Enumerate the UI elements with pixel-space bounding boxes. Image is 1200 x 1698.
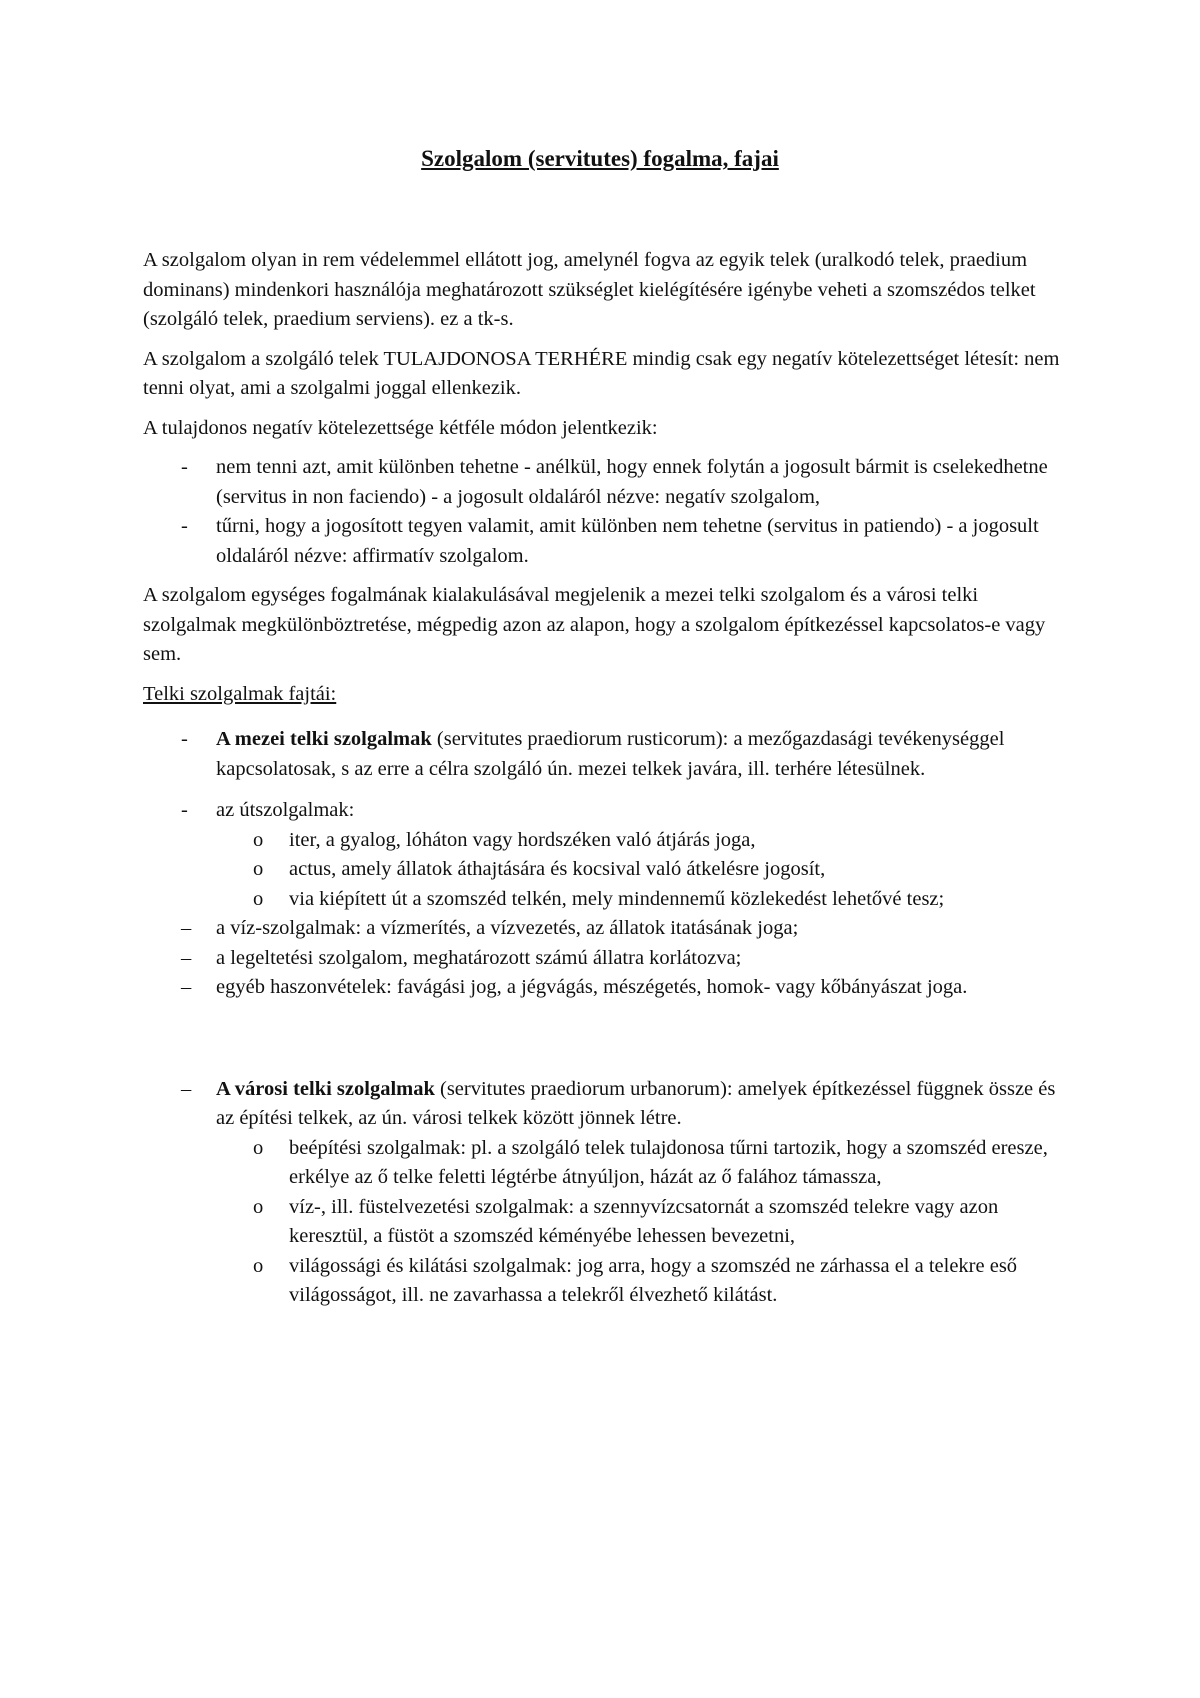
term-urban: A városi telki szolgalmak <box>216 1077 435 1100</box>
dash-marker: - <box>181 728 188 750</box>
endash-marker: – <box>181 976 192 998</box>
circle-marker: o <box>253 858 264 880</box>
page-title: Szolgalom (servitutes) fogalma, fajai <box>421 146 779 171</box>
paths-label: az útszolgalmak: <box>216 799 355 821</box>
urban-sublist <box>216 1134 1068 1311</box>
document-body <box>143 246 1068 1321</box>
dash-marker: - <box>181 456 188 478</box>
endash-marker: – <box>181 1077 192 1100</box>
circle-marker: o <box>253 1136 264 1159</box>
sublist-item-text: világossági és kilátási szolgalmak: jog arra, hogy a szomszéd ne zárhassa el a telekre eső világosságot, ill. ne zavarhassa a telekről élvezhető kilátást. <box>289 1254 1018 1306</box>
list-item <box>143 512 1068 571</box>
list-item <box>143 973 1068 1003</box>
sublist-item <box>216 1134 1068 1193</box>
sublist-item-text: iter, a gyalog, lóháton vagy hordszéken való átjárás joga, <box>289 828 756 851</box>
circle-marker: o <box>253 1195 264 1218</box>
list-item <box>143 453 1068 512</box>
list-item-text: a legeltetési szolgalom, meghatározott számú állatra korlátozva; <box>216 946 742 969</box>
endash-marker: – <box>181 946 192 969</box>
sublist-item-text: via kiépített út a szomszéd telkén, mely mindennemű közlekedést lehetővé tesz; <box>289 887 945 910</box>
list-item-text: a víz-szolgalmak: a vízmerítés, a vízvezetés, az állatok itatásának joga; <box>216 917 799 939</box>
sublist-item <box>216 826 1068 856</box>
list-item-rustic <box>143 725 1068 784</box>
endash-marker: – <box>181 917 192 939</box>
paragraph-negative-intro: A tulajdonos negatív kötelezettsége kétféle módon jelentkezik: <box>143 416 658 439</box>
paragraph-distinction: A szolgalom egységes fogalmának kialakulásával megjelenik a mezei telki szolgalom és a városi telki szolgalmak megkülönböztretése, mégpedig azon az alapon, hogy a szolgalom építkezéssel kapcsolatos-e vagy sem. <box>143 584 1046 665</box>
circle-marker: o <box>253 828 264 851</box>
paragraph-obligation: A szolgalom a szolgáló telek TULAJDONOSA TERHÉRE mindig csak egy negatív kötelezettséget létesít: nem tenni olyat, ami a szolgalmi joggal ellenkezik. <box>143 347 1060 399</box>
paragraph-definition: A szolgalom olyan in rem védelemmel ellátott jog, amelynél fogva az egyik telek (uralkodó telek, praedium dominans) mindenkori használója meghatározott szükséglet kielégítésére igénybe veheti a szomszédos telket (szolgáló telek, praedium serviens). ez a tk-s. <box>143 249 1036 330</box>
term-rustic: A mezei telki szolgalmak <box>216 728 432 750</box>
sublist-item <box>216 855 1068 885</box>
subheading-types: Telki szolgalmak fajtái: <box>143 682 337 705</box>
list-item-text: egyéb haszonvételek: favágási jog, a jégvágás, mészégetés, homok- vagy kőbányászat joga. <box>216 976 968 998</box>
paths-sublist <box>216 826 1068 915</box>
dash-marker: - <box>181 799 188 821</box>
section-spacer <box>143 1013 1068 1075</box>
list-item-text: nem tenni azt, amit különben tehetne - anélkül, hogy ennek folytán a jogosult bármit is cselekedhetne (servitus in non faciendo) - a jogosult oldaláról nézve: negatív szolgalom, <box>216 456 1048 508</box>
dash-marker: - <box>181 515 188 537</box>
list-item-text: tűrni, hogy a jogosított tegyen valamit, amit különben nem tehetne (servitus in patiendo) - a jogosult oldaláról nézve: affirmatív szolgalom. <box>216 515 1039 567</box>
circle-marker: o <box>253 1254 264 1277</box>
list-item <box>143 944 1068 974</box>
term-urban-definition: (servitutes praediorum urbanorum): amelyek építkezéssel függnek össze és az építési telkek, az ún. városi telkek között jönnek létre. <box>216 1077 1056 1129</box>
negative-obligation-list <box>143 453 1068 571</box>
sublist-item <box>216 1193 1068 1252</box>
sublist-item <box>216 1252 1068 1311</box>
list-item-urban <box>143 1075 1068 1311</box>
urban-servitudes-list <box>143 1075 1068 1311</box>
sublist-item-text: beépítési szolgalmak: pl. a szolgáló telek tulajdonosa tűrni tartozik, hogy a szomszéd eresze, erkélye az ő telke feletti légtérbe átnyúljon, házát az ő falához támassza, <box>289 1136 1048 1188</box>
circle-marker: o <box>253 887 264 910</box>
sublist-item-text: actus, amely állatok áthajtására és kocsival való átkelésre jogosít, <box>289 858 826 880</box>
sublist-item-text: víz-, ill. füstelvezetési szolgalmak: a szennyvízcsatornát a szomszéd telekre vagy azon keresztül, a füstöt a szomszéd kéményébe lehessen bevezetni, <box>289 1195 999 1247</box>
rustic-servitudes-list <box>143 725 1068 1003</box>
list-item-paths <box>143 796 1068 914</box>
list-item <box>143 914 1068 944</box>
sublist-item <box>216 885 1068 915</box>
term-rustic-definition: (servitutes praediorum rusticorum): a mezőgazdasági tevékenységgel kapcsolatosak, s az erre a célra szolgáló ún. mezei telkek javára, ill. terhére létesülnek. <box>216 728 1005 780</box>
